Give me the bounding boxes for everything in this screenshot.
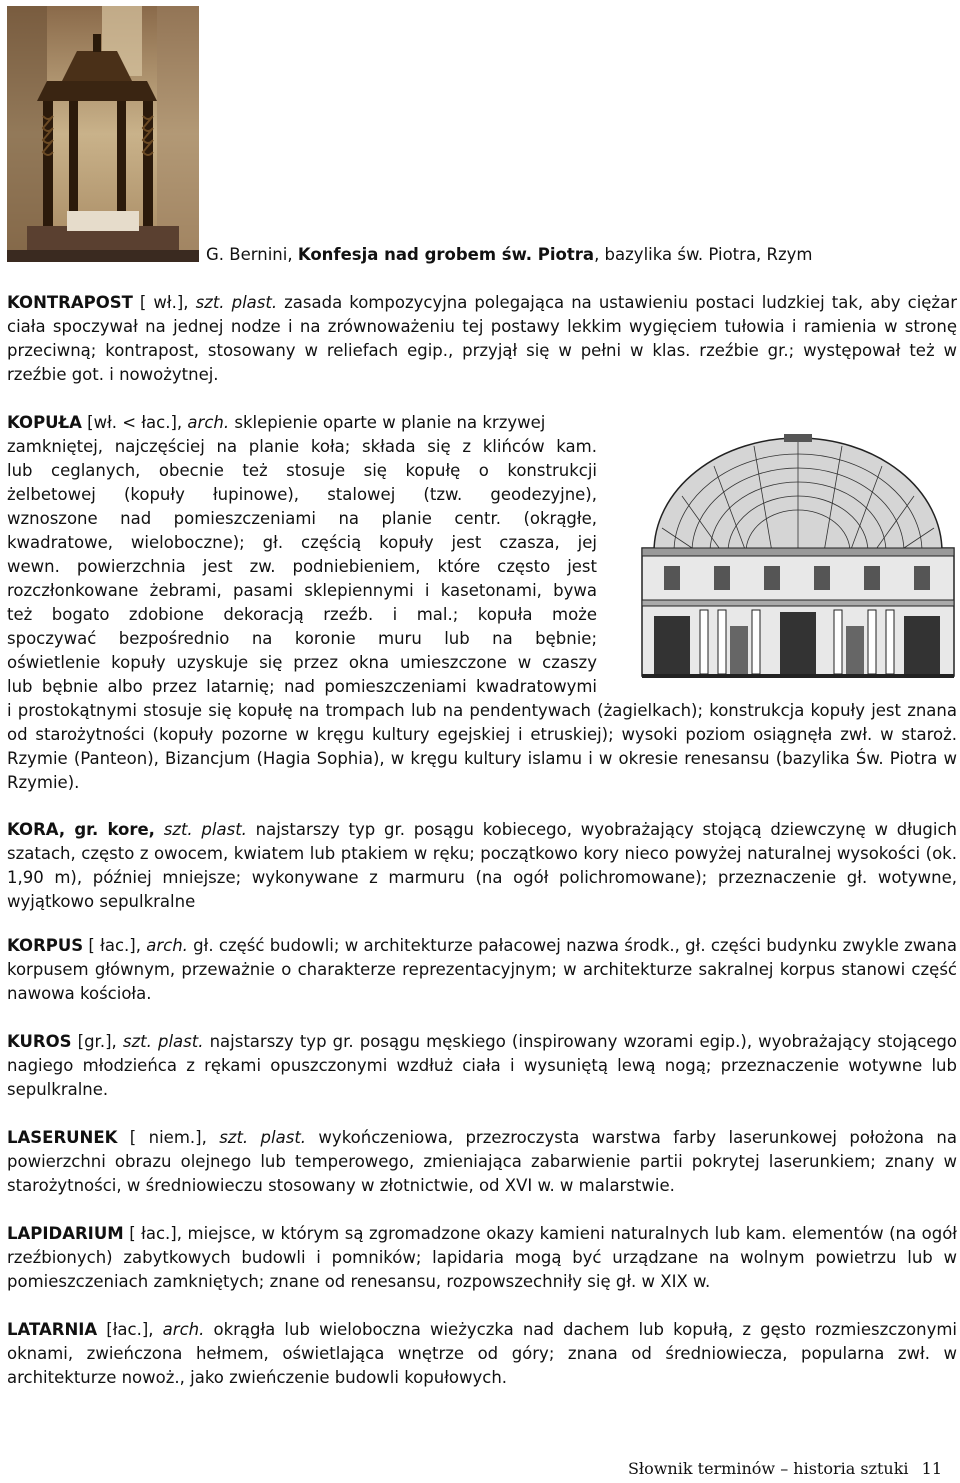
term-laserunek: LASERUNEK <box>7 1128 118 1147</box>
lang-lapidarium: [ łac.], <box>123 1224 182 1243</box>
lang-laserunek: [ niem.], <box>117 1128 220 1147</box>
tag-laserunek: szt. plast. <box>219 1128 307 1147</box>
pantheon-engraving <box>634 430 959 680</box>
text-kontrapost: zasada kompozycyjna polegająca na ustawieniu postaci ludzkiej tak, aby ciężar ciała spoczywał na jednej nodze i na zrównoważeniu tej postawy lekkim wygięciem tułowia i ramienia w stronę przeciwną; kontrapost, stosowany w reliefach egip., przyjął się w pełni w klas. rzeźbie gr.; występował też w rzeźbie got. i nowożytnej. <box>7 293 957 384</box>
term-kora: KORA, gr. kore, <box>7 820 155 839</box>
term-latarnia: LATARNIA <box>7 1320 98 1339</box>
kopula-continuation: i prostokątnymi stosuje się kopułę na trompach lub na pendentywach (żagielkach); konstrukcja kopuły jest znana od starożytności (kopuły pozorne w kręgu kultury egejskiej i etruskiej); wysoki poziom osiągnęła zwł. w staroż. Rzymie (Panteon), Bizancjum (Hagia Sophia), w kręgu kultury islamu i w okresie renesansu (bazylika Św. Piotra w Rzymie). <box>7 701 957 792</box>
kopula-line: wewn. powierzchnia jest zw. podniebieniem, które często jest <box>7 557 597 576</box>
text-lapidarium: miejsce, w którym są zgromadzone okazy kamieni naturalnych lub kam. elementów (na ogół rzeźbionych) zabytkowych budowli i pomników; lapidaria mogą być urządzane na wolnym powietrzu lub w pomieszczeniach zamkniętych; znane od renesansu, rozpowszechniły się gł. w XIX w. <box>7 1224 957 1291</box>
text-latarnia: okrągła lub wieloboczna wieżyczka nad dachem lub kopułą, z gęsto rozmieszczonymi oknami, zwieńczona hełmem, oświetlająca wnętrze od góry; znana od średniowiecza, popularna zwł. w architekturze nowoż., jako zwieńczenie budowli kopułowych. <box>7 1320 957 1387</box>
lang-latarnia: [łac.], <box>97 1320 163 1339</box>
term-kuros: KUROS <box>7 1032 72 1051</box>
entry-lapidarium <box>7 1222 957 1294</box>
page-footer <box>628 1459 942 1478</box>
kopula-line-text: sklepienie oparte w planie na krzywej <box>234 413 546 432</box>
kopula-line: wznoszone nad pomieszczeniami na planie centr. (okrągłe, <box>7 509 597 528</box>
term-kontrapost: KONTRAPOST <box>7 293 133 312</box>
term-kopula: KOPUŁA <box>7 413 82 432</box>
lang-kuros: [gr.], <box>71 1032 123 1051</box>
lang-korpus: [ łac.], <box>83 936 147 955</box>
caption-title: Konfesja nad grobem św. Piotra <box>297 245 595 264</box>
lang-kopula: [wł. < łac.], <box>81 413 188 432</box>
baldachin-photo <box>7 6 199 262</box>
tag-kontrapost: szt. plast. <box>195 293 278 312</box>
caption-prefix: G. Bernini, <box>206 245 298 264</box>
entry-kontrapost <box>7 291 957 387</box>
footer-title: Słownik terminów – historia sztuki <box>627 1459 909 1478</box>
figure-caption <box>206 243 813 267</box>
tag-kora: szt. plast. <box>154 820 247 839</box>
text-laserunek: wykończeniowa, przezroczysta warstwa farby laserunkowej położona na powierzchni obrazu olejnego lub temperowego, zmieniająca zabarwienie partii pokrytej laserunkiem; znany w starożytności, w średniowieczu stosowany w złotnictwie, od XVI w. w malarstwie. <box>7 1128 957 1195</box>
lang-kontrapost: [ wł.], <box>132 293 196 312</box>
kopula-line: rozczłonkowane żebrami, pasami sklepiennymi i kasetonami, bywa <box>7 581 597 600</box>
text-kora: najstarszy typ gr. posągu kobiecego, wyobrażający stojącą dziewczynę w długich szatach, często z owocem, kwiatem lub ptakiem w ręku; początkowo kory nieco powyżej naturalnej wysokości (ok. 1,90 m), później mniejsze; wykonywane z marmuru (na ogół polichromowane); przeznaczenie gł. wotywne, wyjątkowo sepulkralne <box>7 820 957 911</box>
entry-korpus <box>7 934 957 1006</box>
caption-suffix: , bazylika św. Piotra, Rzym <box>594 245 813 264</box>
text-korpus: gł. część budowli; w architekturze pałacowej nazwa środk., gł. części budynku zwykle zwana korpusem głównym, przeważnie o charakterze reprezentacyjnym; w architekturze sakralnej korpus stanowi część nawowa kościoła. <box>7 936 957 1003</box>
tag-kuros: szt. plast. <box>122 1032 204 1051</box>
term-korpus: KORPUS <box>7 936 84 955</box>
page-number: 11 <box>921 1459 942 1478</box>
entry-kora <box>7 818 957 914</box>
tag-kopula: arch. <box>187 413 230 432</box>
kopula-line: kwadratowe, wieloboczne); gł. częścią kopuły jest czasza, jej <box>7 533 597 552</box>
entry-laserunek <box>7 1126 957 1198</box>
tag-latarnia: arch. <box>162 1320 205 1339</box>
term-lapidarium: LAPIDARIUM <box>7 1224 124 1243</box>
text-kuros: najstarszy typ gr. posągu męskiego (inspirowany wzorami egip.), wyobrażający stojącego nagiego młodzieńca z rękami opuszczonymi wzdłuż ciała i wysuniętą lewą nogą; przeznaczenie wotywne lub sepulkralne. <box>7 1032 957 1099</box>
kopula-line: oświetlenie kopuły uzyskuje się przez okna umieszczone w czaszy <box>7 653 597 672</box>
kopula-line: lub bębnie albo przez latarnię; nad pomieszczeniami kwadratowymi <box>7 677 597 696</box>
kopula-line: zamkniętej, najczęściej na planie koła; składa się z klińców kam. <box>7 437 597 456</box>
tag-korpus: arch. <box>146 936 188 955</box>
kopula-line: lub ceglanych, obecnie też stosuje się kopułę o konstrukcji <box>7 461 597 480</box>
entry-latarnia <box>7 1318 957 1390</box>
kopula-line-0 <box>7 411 597 435</box>
kopula-line: żelbetowej (kopuły łupinowe), stalowej (tzw. geodezyjne), <box>7 485 597 504</box>
kopula-line: też bogato zdobione dekoracją rzeźb. i mal.; kopuła może <box>7 605 597 624</box>
entry-kuros <box>7 1030 957 1102</box>
kopula-line: spoczywać bezpośrednio na koronie muru lub na bębnie; <box>7 629 597 648</box>
